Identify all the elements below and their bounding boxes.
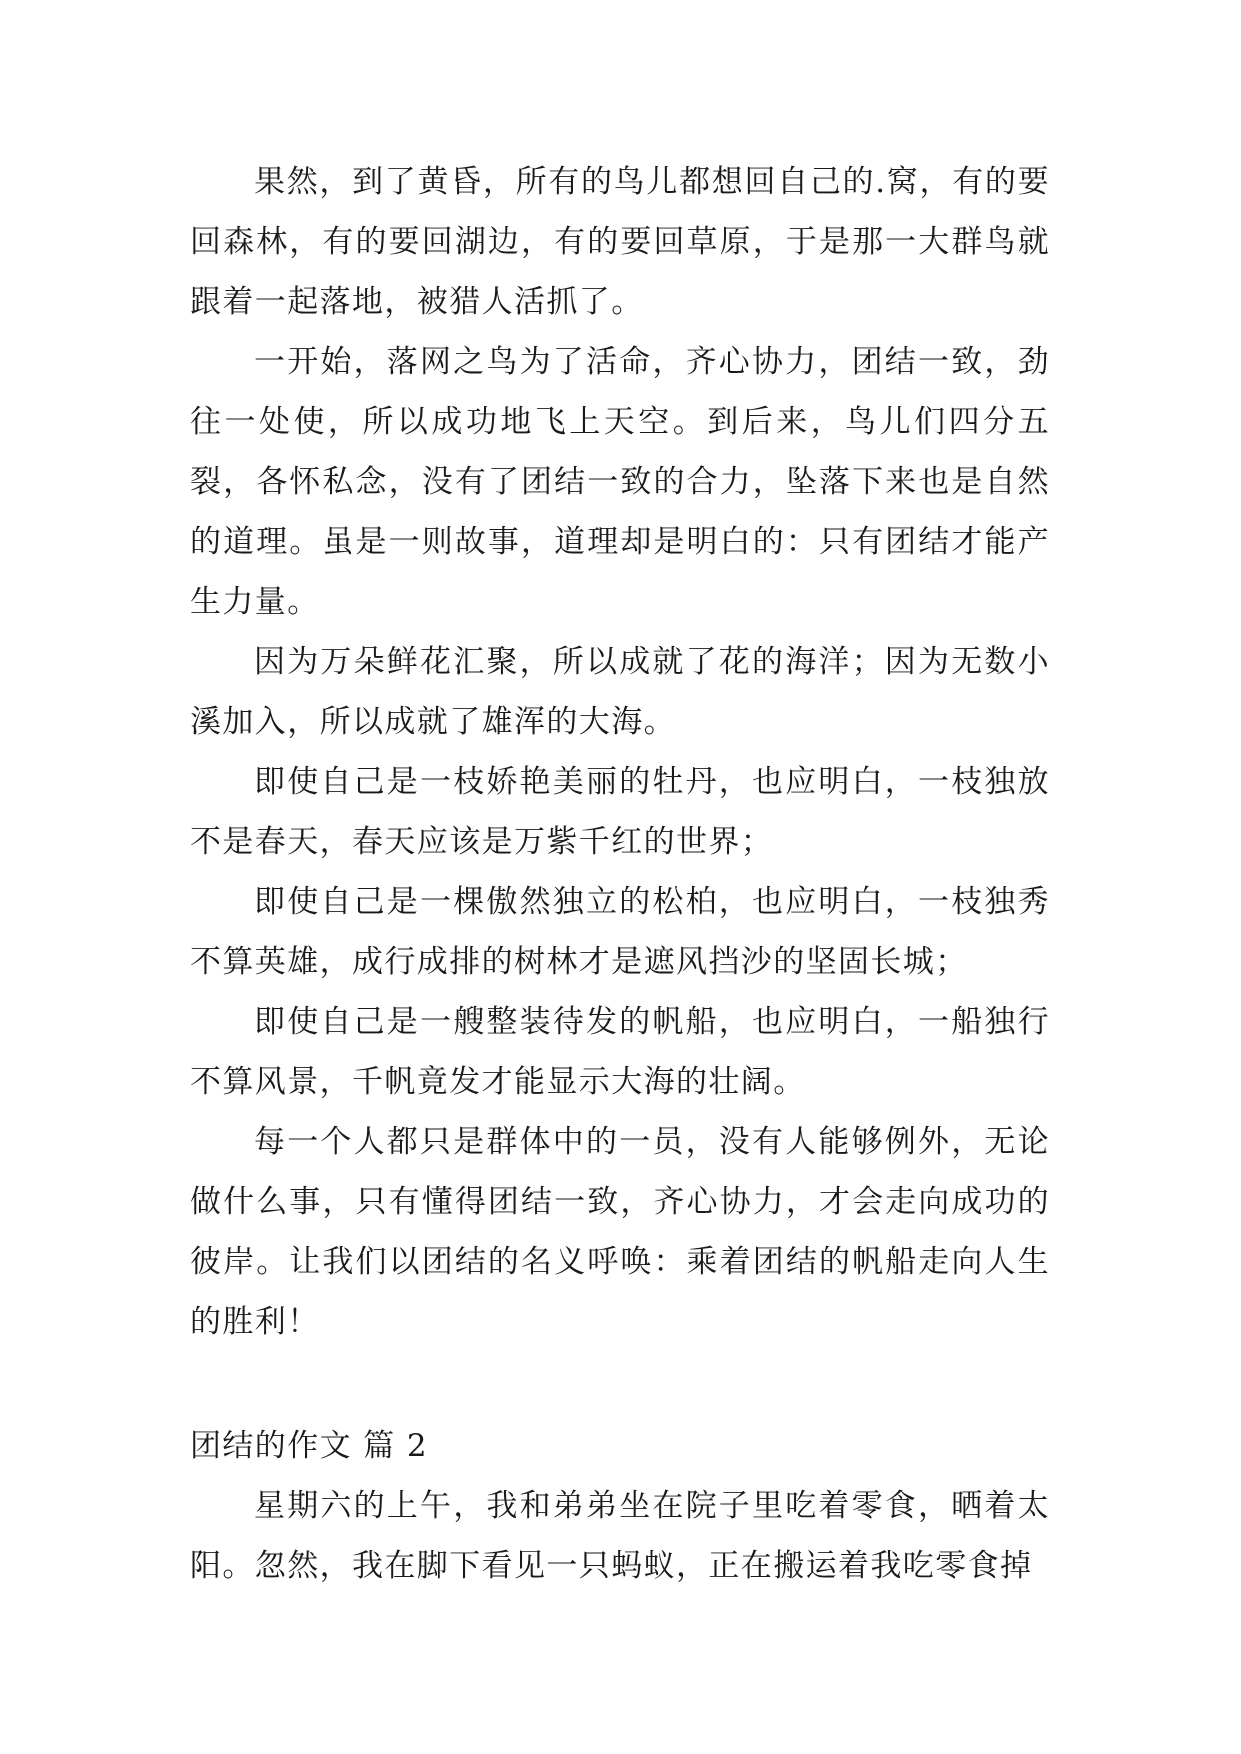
- paragraph-3: 因为万朵鲜花汇聚，所以成就了花的海洋；因为无数小溪加入，所以成就了雄浑的大海。: [190, 644, 1050, 740]
- paragraph-6: 即使自己是一艘整装待发的帆船，也应明白，一船独行不算风景，千帆竟发才能显示大海的壮阔。: [190, 1004, 1050, 1100]
- paragraph-2: 一开始，落网之鸟为了活命，齐心协力，团结一致，劲往一处使，所以成功地飞上天空。到后来，鸟儿们四分五裂，各怀私念，没有了团结一致的合力，坠落下来也是自然的道理。虽是一则故事，道理却是明白的：只有团结才能产生力量。: [190, 344, 1050, 620]
- section-heading: 团结的作文 篇 2: [190, 1428, 429, 1464]
- paragraph-4: 即使自己是一枝娇艳美丽的牡丹，也应明白，一枝独放不是春天，春天应该是万紫千红的世界；: [190, 764, 1050, 860]
- paragraph-5: 即使自己是一棵傲然独立的松柏，也应明白，一枝独秀不算英雄，成行成排的树林才是遮风挡沙的坚固长城；: [190, 884, 1050, 980]
- section-paragraph-1: 星期六的上午，我和弟弟坐在院子里吃着零食，晒着太阳。忽然，我在脚下看见一只蚂蚁，正在搬运着我吃零食掉: [190, 1488, 1050, 1584]
- paragraph-7: 每一个人都只是群体中的一员，没有人能够例外，无论做什么事，只有懂得团结一致，齐心协力，才会走向成功的彼岸。让我们以团结的名义呼唤：乘着团结的帆船走向人生的胜利！: [190, 1124, 1050, 1340]
- document-page: [190, 152, 1050, 1596]
- paragraph-1: 果然，到了黄昏，所有的鸟儿都想回自己的.窝，有的要回森林，有的要回湖边，有的要回草原，于是那一大群鸟就跟着一起落地，被猎人活抓了。: [190, 164, 1050, 320]
